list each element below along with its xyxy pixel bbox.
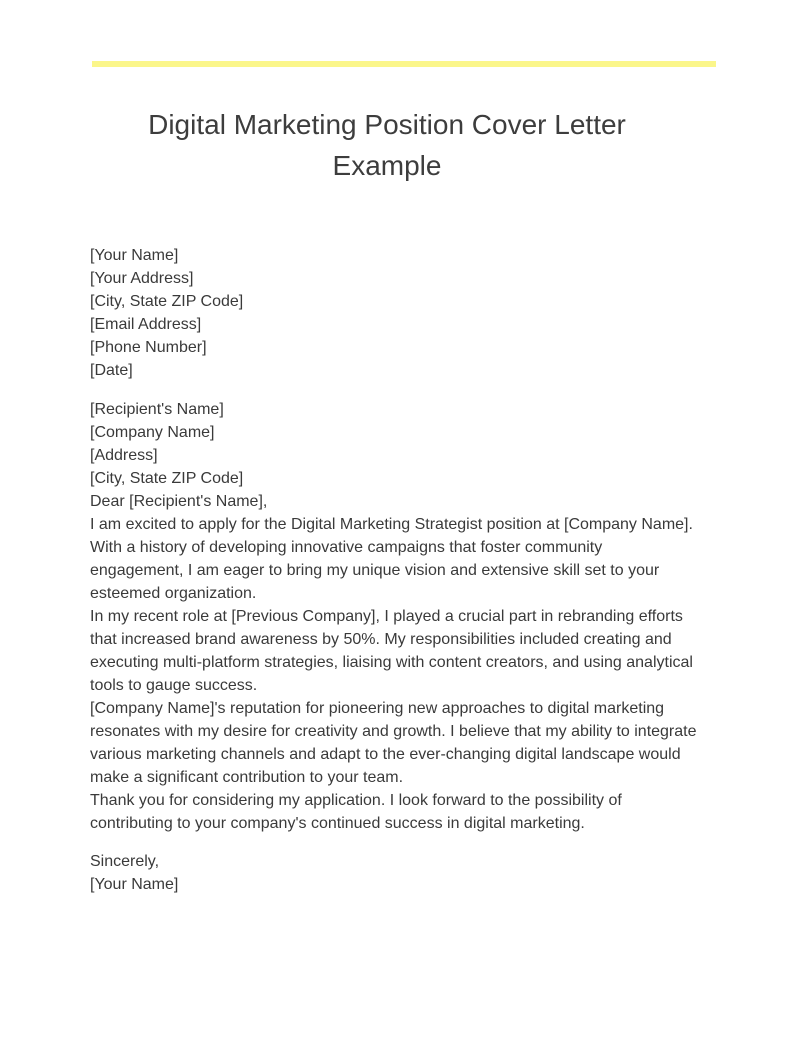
- salutation: Dear [Recipient's Name],: [90, 493, 268, 510]
- letter-body: [90, 244, 700, 896]
- sender-address-block: [90, 244, 700, 382]
- sender-email: [Email Address]: [90, 316, 202, 333]
- signature-name: [Your Name]: [90, 876, 179, 893]
- letter-date: [Date]: [90, 362, 133, 379]
- document-title: Digital Marketing Position Cover Letter Example: [148, 109, 626, 181]
- sender-phone: [Phone Number]: [90, 339, 207, 356]
- body-paragraph: [Company Name]'s reputation for pioneering new approaches to digital marketing resonates with my desire for creativity and growth. I believe that my ability to integrate various marketing channels and adapt to the ever-changing digital landscape would make a significant contribution to your team.: [90, 700, 697, 786]
- sender-address: [Your Address]: [90, 270, 194, 287]
- closing: Sincerely,: [90, 853, 160, 870]
- recipient-company: [Company Name]: [90, 424, 215, 441]
- sender-city-state-zip: [City, State ZIP Code]: [90, 293, 244, 310]
- recipient-address-block: [90, 398, 700, 513]
- recipient-name: [Recipient's Name]: [90, 401, 224, 418]
- closing-block: [90, 850, 700, 896]
- recipient-address: [Address]: [90, 447, 158, 464]
- body-paragraph: Thank you for considering my application. I look forward to the possibility of contributing to your company's continued success in digital marketing.: [90, 792, 622, 832]
- sender-name: [Your Name]: [90, 247, 179, 264]
- accent-bar: [92, 61, 716, 67]
- recipient-city-state-zip: [City, State ZIP Code]: [90, 470, 244, 487]
- body-paragraph: I am excited to apply for the Digital Marketing Strategist position at [Company Name]. With a history of developing innovative campaigns that foster community engagement, I am eager to bring my unique vision and extensive skill set to your esteemed organization.: [90, 516, 693, 602]
- body-paragraph: In my recent role at [Previous Company], I played a crucial part in rebranding efforts that increased brand awareness by 50%. My responsibilities included creating and executing multi-platform strategies, liaising with content creators, and using analytical tools to gauge success.: [90, 608, 693, 694]
